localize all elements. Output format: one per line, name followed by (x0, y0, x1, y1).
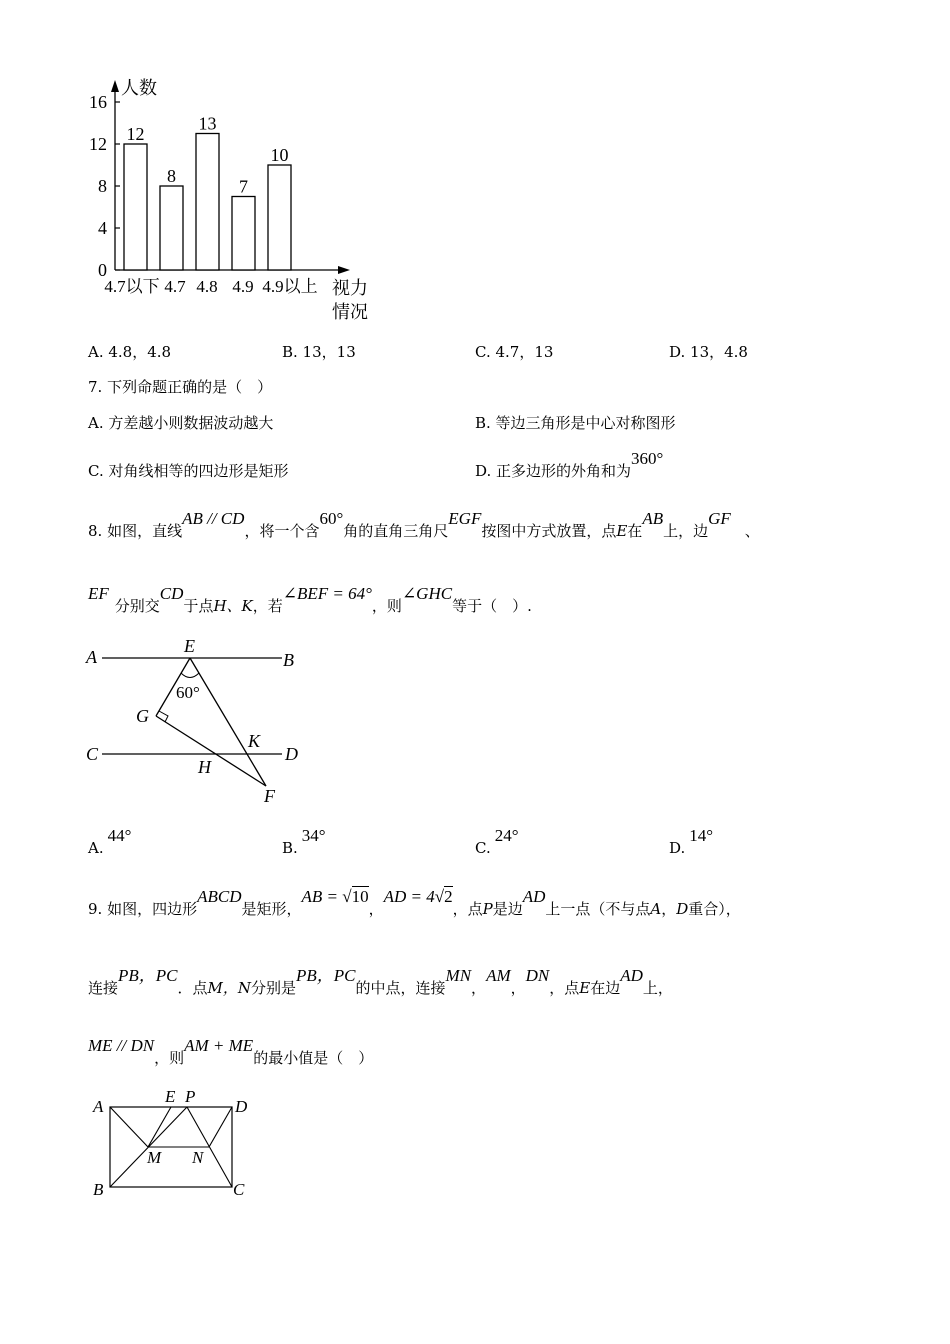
q7-option-a: A. 方差越小则数据波动越大 (88, 414, 274, 432)
q9-text: 重合）， (688, 900, 741, 918)
q9-math-mn: MN (445, 966, 472, 985)
q8-text: ，将一个含 (244, 522, 320, 540)
q7-option-d (475, 449, 664, 481)
q9-math-pb-pc: PB，PC (118, 966, 178, 985)
q8-option-c-value: 24° (494, 826, 519, 845)
x-category-label: 4.9 (232, 277, 254, 296)
q8-math-ab: AB (642, 509, 664, 528)
bar-value-label: 10 (270, 145, 289, 165)
x-category-label: 4.8 (196, 277, 218, 296)
q9-math-pb-pc-2: PB，PC (296, 966, 356, 985)
q9-text: ， (510, 979, 526, 997)
q9-text: 是边 (492, 900, 523, 918)
q9-math-ad: AD (522, 887, 546, 906)
q8-option-c-letter: C. (475, 839, 491, 857)
q8-text: 分别交 (114, 597, 160, 615)
q8-math-angle-ghc: ∠GHC (401, 584, 453, 603)
x-axis-label-line2: 情况 (332, 302, 368, 322)
q9-text: 的中点，连接 (355, 979, 446, 997)
q8-point-e: E (616, 522, 628, 540)
q9-math-dn: DN (525, 966, 550, 985)
bar-value-label: 7 (239, 176, 248, 197)
q8-math-gf: GF (708, 509, 731, 528)
q8-text: 、 (744, 522, 760, 540)
q9-text: ，则 (154, 1049, 185, 1067)
label-p: P (185, 1087, 196, 1106)
label-e: E (184, 636, 195, 656)
y-tick-label: 0 (98, 260, 107, 280)
q8-option-d (669, 826, 714, 858)
q9-math-abcd: ABCD (197, 887, 242, 906)
q8-option-b-value: 34° (301, 826, 326, 845)
q9-text: 上一点（不与点 (545, 900, 651, 918)
label-e: E (165, 1087, 176, 1106)
q9-text: ．点 (177, 979, 208, 997)
q7-option-d-math: 360° (631, 449, 664, 468)
q8-text: 8. 如图，直线 (88, 522, 183, 540)
x-category-label: 4.9以上 (262, 277, 318, 296)
q8-text: ，若 (252, 597, 283, 615)
q8-option-b-letter: B. (282, 839, 298, 857)
q9-math-am-plus-me: AM + ME (184, 1036, 254, 1055)
bar-value-label: 13 (198, 113, 217, 134)
q9-text: ， (368, 900, 384, 918)
q8-figure (80, 630, 320, 810)
q9-text: 连接 (88, 979, 119, 997)
label-b: B (283, 650, 294, 670)
q9-text: ，点 (549, 979, 580, 997)
q8-math-60: 60° (319, 509, 344, 528)
q9-points-mn: M，N (207, 979, 252, 997)
label-h: H (198, 757, 211, 777)
label-c: C (233, 1180, 245, 1199)
y-tick-label: 12 (89, 134, 107, 154)
q8-text: 等于（ ）. (452, 597, 532, 615)
q7-option-d-text: D. 正多边形的外角和为 (475, 462, 632, 480)
x-category-label: 4.7以下 (104, 277, 160, 296)
q9-math-sqrt10: 10 (351, 887, 369, 906)
q9-text: ，点 (452, 900, 483, 918)
y-tick-label: 16 (89, 92, 107, 112)
x-category-label: 4.7 (164, 277, 186, 296)
q9-math-ad-eq: AD = 4√2 (383, 887, 453, 906)
q8-stem-line2 (88, 584, 532, 616)
q9-text: ， (661, 900, 677, 918)
label-a: A (86, 647, 97, 667)
bar (160, 186, 183, 270)
q9-point-a: A (650, 900, 662, 918)
segment-gf (156, 716, 266, 786)
segment-dn (209, 1107, 232, 1147)
q6-option-d: D. 13，4.8 (669, 343, 748, 361)
label-c: C (86, 744, 99, 764)
label-k: K (248, 731, 261, 751)
y-axis-arrow (111, 80, 119, 92)
y-axis-label: 人数 (121, 78, 157, 98)
q9-stem-line1 (88, 887, 741, 919)
q9-point-d: D (676, 900, 689, 918)
label-b: B (93, 1180, 104, 1199)
q9-text: 分别是 (251, 979, 297, 997)
q9-math-sqrt2: 2 (444, 887, 453, 906)
q9-math-ab-eq-sqrt10: AB = √10 (301, 887, 369, 906)
q9-math-me-parallel-dn: ME // DN (88, 1036, 155, 1055)
q8-text: 上，边 (663, 522, 709, 540)
q8-math-egf: EGF (448, 509, 482, 528)
q9-math-ad-2: AD (620, 966, 643, 985)
q9-text: 是矩形， (241, 900, 302, 918)
label-a: A (93, 1097, 104, 1116)
label-d: D (285, 744, 298, 764)
q8-text: 角的直角三角尺 (343, 522, 449, 540)
q8-option-a (88, 826, 132, 858)
q6-option-c: C. 4.7，13 (475, 343, 554, 361)
q9-text: ， (471, 979, 487, 997)
q8-option-d-value: 14° (689, 826, 714, 845)
q8-option-a-letter: A. (88, 839, 104, 857)
bar (232, 197, 255, 271)
label-d: D (235, 1097, 248, 1116)
q7-stem: 7. 下列命题正确的是（ ） (88, 378, 273, 396)
q9-stem-line3 (88, 1036, 374, 1068)
q9-math-ad-eq-text: AD = 4 (383, 887, 435, 906)
angle-label: 60° (176, 683, 200, 702)
y-tick-label: 4 (98, 218, 107, 238)
q8-text: 在 (627, 522, 643, 540)
q8-points-hk: H、K (213, 597, 253, 615)
q8-text: 按图中方式放置，点 (481, 522, 617, 540)
q9-math-am: AM (486, 966, 511, 985)
q9-text: 的最小值是（ ） (253, 1049, 374, 1067)
q8-math-cd: CD (159, 584, 184, 603)
q8-option-a-value: 44° (107, 826, 132, 845)
label-f: F (264, 786, 275, 806)
label-n: N (192, 1148, 204, 1167)
bar-value-label: 12 (126, 124, 145, 144)
q8-math-angle-bef: ∠BEF = 64° (282, 584, 372, 603)
q8-math-ef: EF (88, 584, 109, 603)
q8-text: ，则 (371, 597, 402, 615)
x-axis-arrow (338, 266, 350, 274)
q9-math-ab-eq: AB = (301, 887, 343, 906)
q8-option-c (475, 826, 519, 858)
q9-stem-line2 (88, 966, 673, 998)
bar-value-label: 8 (167, 166, 176, 186)
q9-text: 在边 (590, 979, 621, 997)
bar (124, 144, 147, 270)
q9-point-p: P (482, 900, 493, 918)
q8-option-b (282, 826, 326, 858)
angle-arc (181, 673, 199, 678)
label-g: G (136, 706, 149, 726)
segment-am (110, 1107, 148, 1147)
q8-stem-line1 (88, 509, 760, 541)
q9-text: 9. 如图，四边形 (88, 900, 198, 918)
q8-math-ab-parallel-cd: AB // CD (182, 509, 245, 528)
bar-chart (0, 0, 380, 330)
q6-option-a: A. 4.8，4.8 (88, 343, 172, 361)
bar (268, 165, 291, 270)
label-m: M (147, 1148, 162, 1167)
x-axis-label-line1: 视力 (332, 278, 368, 298)
q7-option-c: C. 对角线相等的四边形是矩形 (88, 462, 289, 480)
q7-option-b: B. 等边三角形是中心对称图形 (475, 414, 676, 432)
y-tick-label: 8 (98, 176, 107, 196)
q9-text: 上， (642, 979, 673, 997)
q8-text: 于点 (183, 597, 214, 615)
bar (196, 134, 219, 271)
q9-figure (85, 1085, 265, 1205)
q8-option-d-letter: D. (669, 839, 686, 857)
q9-point-e: E (579, 979, 591, 997)
q6-option-b: B. 13，13 (282, 343, 356, 361)
